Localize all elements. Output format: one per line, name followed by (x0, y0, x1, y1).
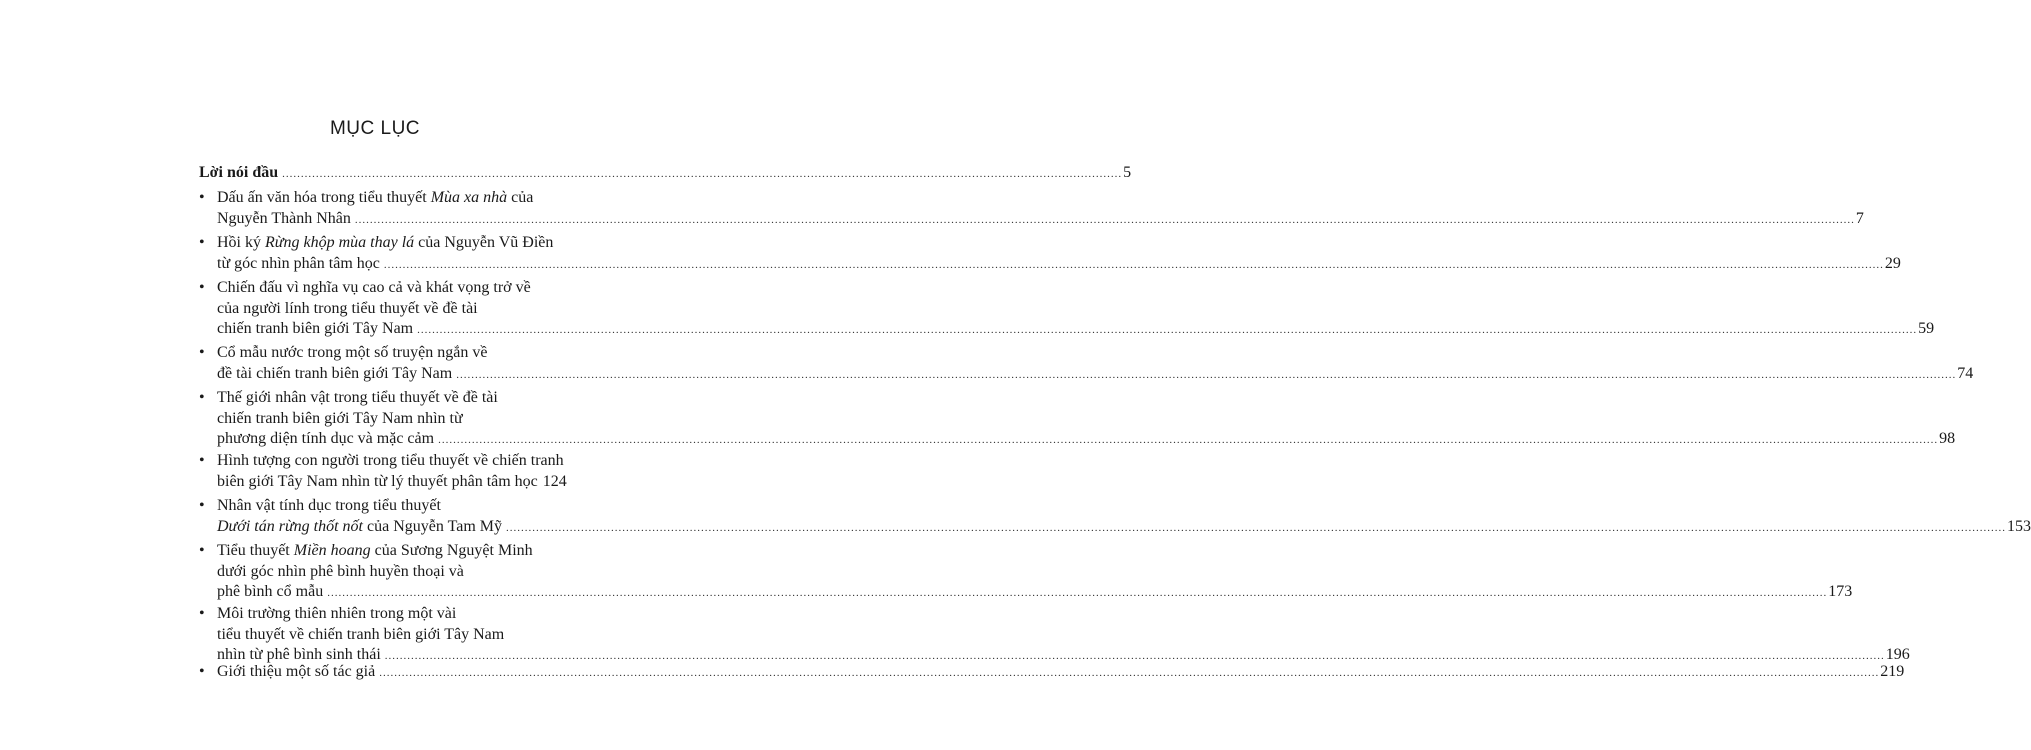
toc-entry-text (217, 278, 531, 298)
toc-preface-label: Lời nói đầu (199, 164, 279, 181)
bullet-icon: • (199, 452, 205, 469)
toc-entry-text (217, 343, 487, 363)
toc-entry-text (217, 233, 553, 253)
toc-text-segment: Thế giới nhân vật trong tiểu thuyết về đề tài (217, 389, 498, 406)
toc-page-number: 7 (1855, 209, 1864, 227)
bullet-icon: • (199, 344, 205, 361)
toc-page-number: 29 (1884, 254, 1901, 272)
toc-entry[interactable] (0, 662, 1905, 682)
toc-entry-text (217, 188, 533, 208)
toc-text-segment: của (507, 189, 534, 206)
dot-leader: ................................................................................................................................................................................................................................................................................................................................................................................................................ (327, 587, 1828, 599)
bullet-icon: • (199, 497, 205, 514)
toc-entry-line[interactable] (0, 409, 750, 429)
work-title: Rừng khộp mùa thay lá (265, 234, 415, 251)
toc-entry[interactable] (0, 343, 750, 363)
toc-text-segment: Hình tượng con người trong tiểu thuyết về chiến tranh (217, 452, 564, 469)
work-title: Mùa xa nhà (430, 189, 508, 206)
toc-entry[interactable] (0, 451, 750, 471)
toc-page-number: 196 (1885, 646, 1910, 663)
toc-entry[interactable] (0, 233, 750, 253)
toc-entry-line[interactable] (0, 582, 1853, 602)
dot-leader: ................................................................................................................................................................................................................................................................................................................................................................................................................ (438, 434, 1939, 446)
toc-text-segment: biên giới Tây Nam nhìn từ lý thuyết phân tâm học (217, 472, 538, 490)
bullet-icon: • (199, 542, 205, 559)
toc-text-segment: đề tài chiến tranh biên giới Tây Nam (217, 364, 453, 382)
work-title: Miền hoang (293, 542, 371, 559)
toc-entry-text (217, 409, 463, 429)
toc-entry-text (217, 541, 533, 561)
toc-text-segment: Cổ mẫu nước trong một số truyện ngắn về (217, 344, 488, 361)
toc-text-segment: Dấu ấn văn hóa trong tiểu thuyết (217, 189, 431, 206)
toc-text-segment: của người lính trong tiểu thuyết về đề tài (217, 299, 478, 317)
toc-entry-line[interactable] (0, 472, 750, 492)
toc-text-segment: Chiến đấu vì nghĩa vụ cao cả và khát vọng trở về (217, 279, 531, 296)
toc-entry-line[interactable] (0, 364, 1974, 384)
bullet-icon: • (199, 663, 205, 680)
toc-text-segment: tiểu thuyết về chiến tranh biên giới Tây Nam (217, 625, 505, 643)
toc-entry-line[interactable] (0, 299, 750, 319)
toc-page-number: 153 (2007, 517, 2031, 535)
toc-page-number: 74 (1957, 364, 1974, 382)
toc-entry-text (217, 562, 464, 582)
toc-entry-text (217, 319, 413, 339)
toc-text-segment: của Nguyễn Vũ Điền (414, 234, 554, 251)
toc-entry-text (217, 254, 380, 274)
toc-text-segment: Môi trường thiên nhiên trong một vài (217, 605, 457, 622)
toc-text-segment: chiến tranh biên giới Tây Nam nhìn từ (217, 409, 463, 427)
dot-leader: ................................................................................................................................................................................................................................................................................................................................................................................................................ (456, 368, 1957, 381)
toc-entry[interactable] (0, 604, 750, 624)
dot-leader: ................................................................................................................................................................................................................................................................................................................................................................................................................ (417, 324, 1918, 336)
toc-text-segment: Hồi ký (217, 234, 265, 251)
bullet-icon: • (199, 279, 205, 296)
toc-entry-line[interactable] (0, 517, 2031, 537)
work-title: Dưới tán rừng thốt nốt (217, 517, 363, 535)
toc-page-number: 98 (1939, 430, 1956, 447)
dot-leader: ................................................................................................................................................................................................................................................................................................................................................................................................................ (384, 650, 1885, 662)
page-title: MỤC LỤC (329, 118, 421, 139)
dot-leader: ................................................................................................................................................................................................................................................................................................................................................................................................................ (383, 258, 1884, 271)
toc-entry[interactable] (0, 541, 750, 561)
toc-entry-text (217, 299, 478, 319)
toc-entry-text (217, 582, 323, 602)
toc-entry-line[interactable] (0, 562, 750, 582)
toc-text-segment: nhìn từ phê bình sinh thái (217, 646, 381, 663)
toc-text-segment: Tiểu thuyết (217, 542, 294, 559)
toc-entry[interactable] (0, 188, 750, 208)
toc-entry-line[interactable] (0, 209, 1864, 229)
toc-page-number: 124 (542, 472, 567, 490)
toc-page-number: 5 (1123, 164, 1132, 181)
dot-leader: ................................................................................................................................................................................................................................ (282, 168, 1123, 180)
toc-entry-text (217, 388, 498, 408)
bullet-icon: • (199, 234, 205, 251)
bullet-icon: • (199, 189, 205, 206)
toc-entry-text (217, 496, 441, 516)
toc-entry[interactable] (0, 388, 750, 408)
toc-entry-text (217, 209, 351, 229)
toc-entry-line[interactable] (0, 319, 1935, 339)
dot-leader: ................................................................................................................................................................................................................................................................................................................................................................................................................ (379, 667, 1880, 679)
toc-entry-line[interactable] (0, 625, 750, 645)
bullet-icon: • (199, 389, 205, 406)
toc-text-segment: phương diện tính dục và mặc cảm (217, 430, 435, 447)
toc-text-segment: Giới thiệu một số tác giả (217, 663, 376, 680)
toc-text-segment: phê bình cổ mẫu (217, 583, 324, 600)
toc-entry-text (217, 662, 375, 682)
dot-leader: ................................................................................................................................................................................................................................................................................................................................................................................................................ (354, 213, 1855, 226)
toc-entry-line[interactable] (0, 254, 1901, 274)
toc-entry-text (217, 517, 502, 537)
toc-entry-text (217, 625, 504, 645)
toc-entry-text (217, 472, 538, 492)
toc-page-number: 219 (1880, 663, 1905, 680)
toc-text-segment: của Nguyễn Tam Mỹ (363, 517, 502, 535)
toc-text-segment: của Sương Nguyệt Minh (370, 542, 533, 559)
toc-page-number: 59 (1918, 320, 1935, 337)
toc-text-segment: dưới góc nhìn phê bình huyền thoại và (217, 562, 464, 580)
toc-text-segment: từ góc nhìn phân tâm học (217, 254, 380, 272)
toc-text-segment: chiến tranh biên giới Tây Nam (217, 320, 414, 337)
toc-preface[interactable] (0, 163, 1132, 183)
toc-entry-line[interactable] (0, 429, 1956, 449)
dot-leader: ................................................................................................................................................................................................................................................................................................................................................................................................................ (506, 521, 2006, 534)
toc-entry-text (217, 604, 456, 624)
toc-entry[interactable] (0, 496, 750, 516)
bullet-icon: • (199, 605, 205, 622)
toc-page-number: 173 (1828, 583, 1853, 600)
toc-entry[interactable] (0, 278, 750, 298)
toc-entry-text (217, 429, 434, 449)
toc-text-segment: Nguyễn Thành Nhân (217, 209, 351, 227)
toc-entry-text (217, 364, 452, 384)
toc-text-segment: Nhân vật tính dục trong tiểu thuyết (217, 497, 441, 514)
toc-entry-text (217, 451, 564, 471)
